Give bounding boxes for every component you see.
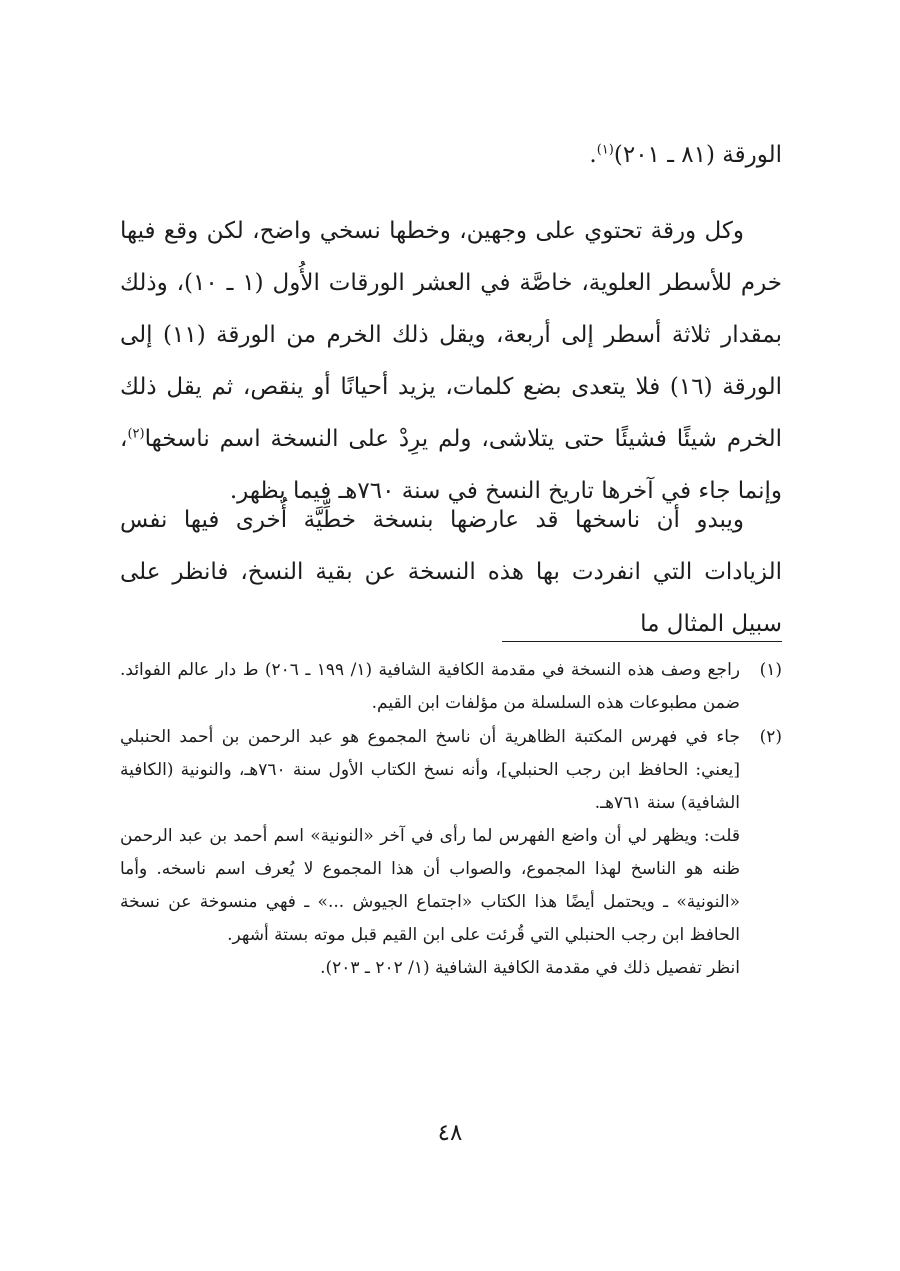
paragraph-3: ويبدو أن ناسخها قد عارضها بنسخة خطِّيَّة أُخرى فيها نفس الزيادات التي انفردت بها هذه النسخة عن بقية النسخ، فانظر على سبيل المثال ما — [120, 507, 782, 637]
footnote-text: جاء في فهرس المكتبة الظاهرية أن ناسخ المجموع هو عبد الرحمن بن أحمد الحنبلي [يعني: الحافظ ابن رجب الحنبلي]، وأنه نسخ الكتاب الأول سنة ٧٦٠هـ، والنونية (الكافية الشافية) سنة ٧٦١هـ. — [120, 727, 741, 813]
footnote-divider — [502, 641, 782, 642]
footnote-continuation: قلت: ويظهر لي أن واضع الفهرس لما رأى في آخر «النونية» اسم أحمد بن عبد الرحمن ظنه هو الناسخ لهذا المجموع، والصواب أن هذا المجموع لا يُعرف اسم ناسخه. وأما «النونية» ـ ويحتمل أيضًا هذا الكتاب «اجتماع الجيوش ...» ـ فهي منسوخة عن نسخة الحافظ ابن رجب الحنبلي التي قُرئت على ابن القيم قبل موته بستة أشهر. — [120, 826, 740, 945]
footnotes — [120, 654, 782, 986]
text-line-1: الورقة (٨١ ـ ٢٠١)$^{(١)}$. — [589, 142, 782, 168]
footnote-2 — [120, 721, 782, 985]
footnote-1 — [120, 654, 782, 720]
footnote-number: (١) — [759, 660, 782, 680]
page-number: ٤٨ — [437, 1120, 463, 1146]
paragraph-2: وكل ورقة تحتوي على وجهين، وخطها نسخي واضح، لكن وقع فيها خرم للأسطر العلوية، خاصَّة في العشر الورقات الأُول (١ ـ ١٠)، وذلك بمقدار ثلاثة أسطر إلى أربعة، ويقل ذلك الخرم من الورقة (١١) إلى الورقة (١٦) فلا يتعدى بضع كلمات، يزيد أحيانًا أو ينقص، ثم يقل ذلك الخرم شيئًا فشيئًا حتى يتلاشى، ولم يرِدْ على النسخة اسم ناسخها$^{(٢)}$، وإنما جاء في آخرها تاريخ النسخ في سنة ٧٦٠هـ فيما يظهر. — [120, 218, 783, 504]
footnote-ref-2[interactable]: (٢) — [127, 426, 145, 442]
footnote-final: انظر تفصيل ذلك في مقدمة الكافية الشافية (١/ ٢٠٢ ـ ٢٠٣). — [320, 958, 740, 978]
footnote-text: راجع وصف هذه النسخة في مقدمة الكافية الشافية (١/ ١٩٩ ـ ٢٠٦) ط دار عالم الفوائد. ضمن مطبوعات هذه السلسلة من مؤلفات ابن القيم. — [120, 660, 740, 713]
footnote-number: (٢) — [759, 727, 782, 747]
footnote-ref-1[interactable]: (١) — [596, 142, 614, 158]
